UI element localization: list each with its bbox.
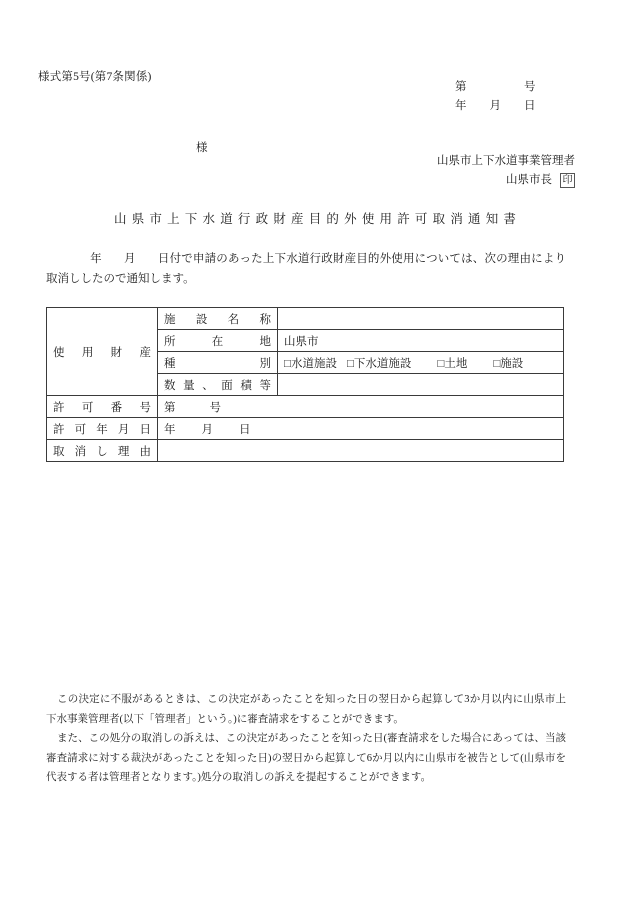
issuer-title-row bbox=[330, 171, 575, 190]
permit-date-value[interactable] bbox=[158, 418, 564, 440]
document-number-line: 第 号 bbox=[455, 81, 536, 93]
property-label: 使用財産 bbox=[47, 308, 158, 396]
issuer-title: 山県市長 bbox=[506, 174, 552, 186]
facility-name-value[interactable] bbox=[278, 308, 564, 330]
facility-name-label: 施設名称 bbox=[158, 308, 278, 330]
permit-number-suffix: 号 bbox=[209, 401, 221, 414]
permit-number-value[interactable] bbox=[158, 396, 564, 418]
checkbox-sewer-facility[interactable]: □下水道施設 bbox=[346, 357, 412, 370]
legal-notes bbox=[46, 690, 566, 788]
table-row bbox=[47, 440, 564, 462]
issuer-block bbox=[330, 152, 575, 190]
issuer-organization: 山県市上下水道事業管理者 bbox=[437, 155, 575, 167]
page-title: 山県市上下水道行政財産目的外使用許可取消通知書 bbox=[114, 212, 522, 226]
document-meta bbox=[455, 78, 536, 116]
intro-paragraph bbox=[46, 249, 566, 289]
document-date-line: 年 月 日 bbox=[455, 100, 536, 112]
location-label: 所在地 bbox=[158, 330, 278, 352]
location-value[interactable]: 山県市 bbox=[278, 330, 564, 352]
permit-date-day: 日 bbox=[239, 423, 251, 436]
checkbox-facility[interactable]: □施設 bbox=[493, 357, 524, 370]
intro-year: 年 bbox=[90, 253, 102, 265]
table-row bbox=[47, 418, 564, 440]
permit-date-year: 年 bbox=[164, 423, 176, 436]
type-label: 種別 bbox=[158, 352, 278, 374]
addressee-honorific: 様 bbox=[196, 142, 208, 154]
permit-number-prefix: 第 bbox=[164, 401, 176, 414]
reason-label: 取消し理由 bbox=[47, 440, 158, 462]
intro-body: 日付で申請のあった上下水道行政財産目的外使用については、次の理由により取消ししたので通知します。 bbox=[46, 253, 567, 285]
quantity-area-value[interactable] bbox=[278, 374, 564, 396]
checkbox-land[interactable]: □土地 bbox=[437, 357, 468, 370]
table-row bbox=[47, 396, 564, 418]
property-table bbox=[46, 307, 564, 462]
reason-value[interactable] bbox=[158, 440, 564, 462]
quantity-area-label: 数量、面積等 bbox=[158, 374, 278, 396]
form-number: 様式第5号(第7条関係) bbox=[38, 71, 152, 83]
note-lawsuit: また、この処分の取消しの訴えは、この決定があったことを知った日(審査請求をした場合にあっては、当該審査請求に対する裁決があったことを知った日)の翌日から起算して6か月以内に山県市を被告として(山県市を代表する者は管理者となります。)処分の取消しの訴えを提起することができます。 bbox=[46, 733, 566, 783]
permit-date-month: 月 bbox=[201, 423, 213, 436]
type-value bbox=[278, 352, 564, 374]
checkbox-water-facility[interactable]: □水道施設 bbox=[284, 357, 337, 370]
seal-icon: 印 bbox=[560, 173, 575, 188]
table-row bbox=[47, 308, 564, 330]
intro-month: 月 bbox=[123, 253, 136, 265]
permit-date-label: 許可年月日 bbox=[47, 418, 158, 440]
permit-number-label: 許可番号 bbox=[47, 396, 158, 418]
note-appeal: この決定に不服があるときは、この決定があったことを知った日の翌日から起算して3か月以内に山県市上下水事業管理者(以下「管理者」という。)に審査請求をすることができます。 bbox=[46, 694, 566, 725]
